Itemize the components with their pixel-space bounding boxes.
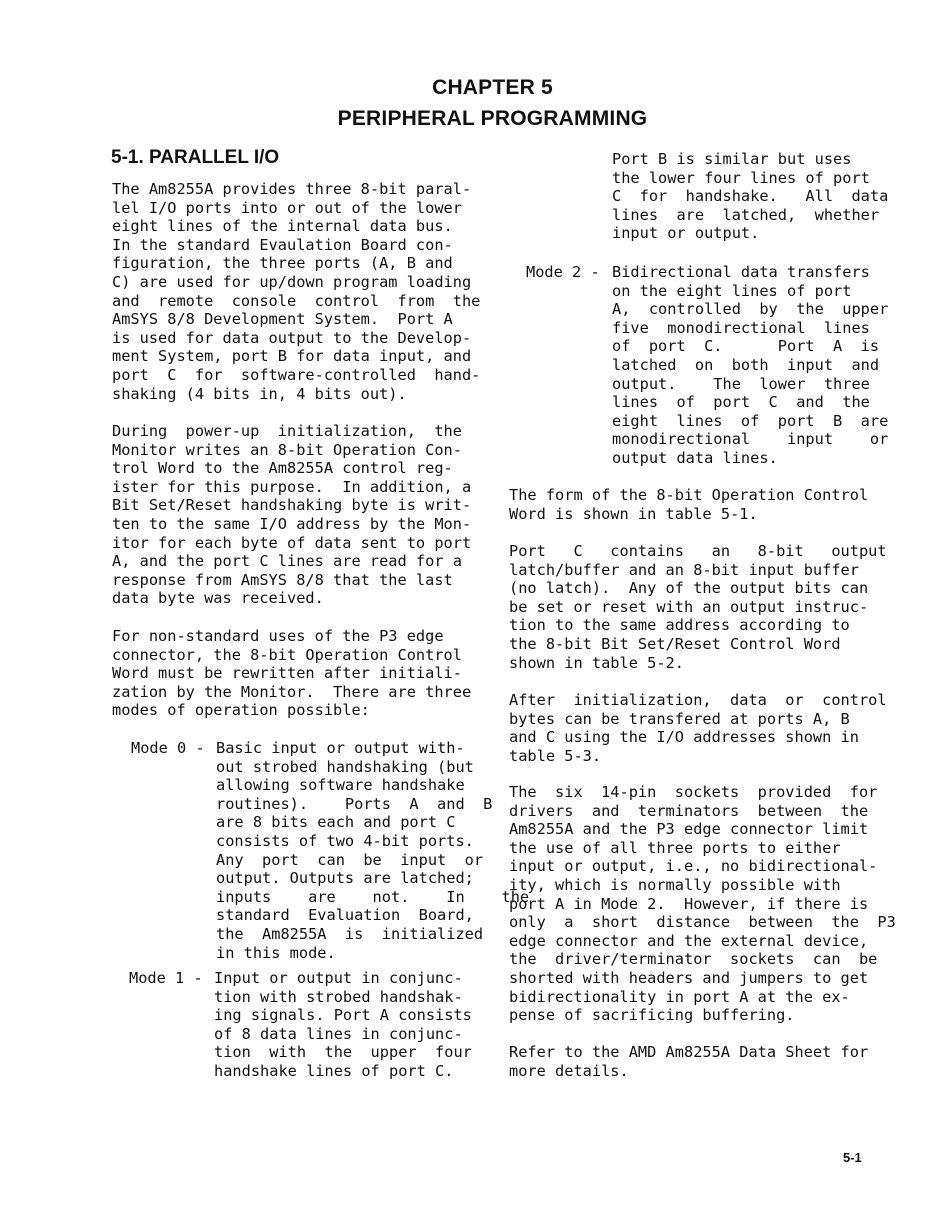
text-line: output. Outputs are latched; — [216, 869, 474, 888]
mode-2-description — [612, 263, 888, 468]
text-line: response from AmSYS 8/8 that the last — [112, 570, 453, 589]
paragraph-non-standard — [112, 627, 471, 720]
text-line: output. The lower three — [612, 374, 870, 393]
text-line: (no latch). Any of the output bits can — [509, 579, 869, 598]
paragraph-control-word-form — [509, 486, 868, 523]
text-line: tion with the upper four — [214, 1043, 472, 1062]
mode-2-label: Mode 2 - — [526, 263, 600, 281]
text-line: figuration, the three ports (A, B and — [112, 254, 453, 273]
text-line: the Am8255A is initialized — [216, 924, 484, 943]
text-line: data byte was received. — [112, 589, 324, 608]
text-line: shown in table 5-2. — [509, 653, 684, 672]
text-line: modes of operation possible: — [112, 701, 370, 720]
text-line: C) are used for up/down program loading — [112, 272, 472, 291]
paragraph-port-c — [509, 542, 887, 672]
text-line: routines). Ports A and B — [216, 794, 493, 813]
text-line: the driver/terminator sockets can be — [509, 950, 878, 969]
text-line: out strobed handshaking (but — [216, 757, 474, 776]
text-line: shaking (4 bits in, 4 bits out). — [112, 384, 407, 403]
text-line: five monodirectional lines — [612, 318, 870, 337]
text-line: table 5-3. — [509, 746, 602, 765]
text-line: Word is shown in table 5-1. — [509, 504, 758, 523]
text-line: ister for this purpose. In addition, a — [112, 477, 472, 496]
text-line: of port C. Port A is — [612, 337, 880, 356]
text-line: trol Word to the Am8255A control reg- — [112, 459, 453, 478]
text-line: Input or output in conjunc- — [214, 969, 463, 987]
text-line: lel I/O ports into or out of the lower — [112, 198, 462, 217]
text-line: the use of all three ports to either — [509, 838, 841, 857]
paragraph-sockets — [509, 783, 896, 1025]
text-line: Basic input or output with- — [216, 739, 465, 757]
text-line: lines are latched, whether — [612, 205, 880, 224]
text-line: more details. — [509, 1061, 629, 1080]
text-line: latched on both input and — [612, 355, 880, 374]
text-line: output data lines. — [612, 448, 778, 467]
text-line: is used for data output to the Develop- — [112, 328, 472, 347]
text-line: handshake lines of port C. — [214, 1061, 454, 1080]
text-line: port C for software-controlled hand- — [112, 365, 481, 384]
text-line: shorted with headers and jumpers to get — [509, 968, 869, 987]
paragraph-power-up — [112, 422, 471, 608]
chapter-title: PERIPHERAL PROGRAMMING — [337, 107, 648, 130]
paragraph-refer — [509, 1043, 868, 1080]
text-line: Word must be rewritten after initiali- — [112, 664, 462, 683]
text-line: edge connector and the external device, — [509, 931, 869, 950]
text-line: itor for each byte of data sent to port — [112, 533, 472, 552]
text-line: inputs are not. In the — [216, 887, 530, 906]
text-line: C for handshake. All data — [612, 187, 889, 206]
paragraph-after-initialization — [509, 691, 887, 765]
paragraph-intro — [112, 180, 480, 403]
text-line: ing signals. Port A consists — [214, 1006, 472, 1025]
mode-1-continued — [612, 150, 888, 243]
text-line: Monitor writes an 8-bit Operation Con- — [112, 440, 462, 459]
text-line: eight lines of port B are — [612, 411, 889, 430]
text-line: eight lines of the internal data bus. — [112, 217, 453, 236]
text-line: Any port can be input or — [216, 850, 484, 869]
text-line: in this mode. — [216, 943, 336, 962]
text-line: A, and the port C lines are read for a — [112, 552, 462, 571]
text-line: connector, the 8-bit Operation Control — [112, 645, 462, 664]
text-line: port A in Mode 2. However, if there is — [509, 894, 869, 913]
section-heading: 5-1. PARALLEL I/O — [111, 147, 280, 168]
text-line: The Am8255A provides three 8-bit paral- — [112, 180, 472, 198]
text-line: bytes can be transfered at ports A, B — [509, 709, 850, 728]
text-line: ten to the same I/O address by the Mon- — [112, 514, 472, 533]
text-line: monodirectional input or — [612, 430, 889, 449]
text-line: Port C contains an 8-bit output — [509, 542, 887, 560]
text-line: input or output, i.e., no bidirectional- — [509, 857, 878, 876]
chapter-number: CHAPTER 5 — [432, 76, 553, 99]
text-line: ment System, port B for data input, and — [112, 347, 472, 366]
page-number: 5-1 — [843, 1150, 862, 1165]
text-line: Am8255A and the P3 edge connector limit — [509, 820, 869, 839]
text-line: the lower four lines of port — [612, 168, 870, 187]
mode-1-description — [214, 969, 472, 1081]
text-line: latch/buffer and an 8-bit input buffer — [509, 560, 859, 579]
text-line: AmSYS 8/8 Development System. Port A — [112, 310, 453, 329]
text-line: the 8-bit Bit Set/Reset Control Word — [509, 634, 841, 653]
mode-0-label: Mode 0 - — [131, 739, 205, 757]
text-line: on the eight lines of port — [612, 281, 852, 300]
text-line: zation by the Monitor. There are three — [112, 682, 472, 701]
mode-1-label: Mode 1 - — [129, 969, 203, 987]
text-line: In the standard Evaulation Board con- — [112, 235, 453, 254]
text-line: A, controlled by the upper — [612, 300, 889, 319]
text-line: are 8 bits each and port C — [216, 813, 456, 832]
text-line: input or output. — [612, 224, 760, 243]
text-line: ity, which is normally possible with — [509, 875, 841, 894]
text-line: and C using the I/O addresses shown in — [509, 728, 859, 747]
text-line: Bidirectional data transfers — [612, 263, 870, 281]
text-line: only a short distance between the P3 — [509, 913, 896, 932]
text-line: lines of port C and the — [612, 393, 870, 412]
text-line: After initialization, data or control — [509, 691, 887, 709]
text-line: tion with strobed handshak- — [214, 987, 463, 1006]
text-line: tion to the same address according to — [509, 616, 850, 635]
text-line: bidirectionality in port A at the ex- — [509, 987, 850, 1006]
text-line: consists of two 4-bit ports. — [216, 831, 474, 850]
text-line: The form of the 8-bit Operation Control — [509, 486, 869, 504]
text-line: Bit Set/Reset handshaking byte is writ- — [112, 496, 472, 515]
text-line: Port B is similar but uses — [612, 150, 852, 168]
text-line: of 8 data lines in conjunc- — [214, 1024, 463, 1043]
text-line: and remote console control from the — [112, 291, 481, 310]
text-line: For non-standard uses of the P3 edge — [112, 627, 444, 645]
text-line: allowing software handshake — [216, 776, 465, 795]
text-line: drivers and terminators between the — [509, 801, 869, 820]
text-line: be set or reset with an output instruc- — [509, 597, 869, 616]
text-line: The six 14-pin sockets provided for — [509, 783, 878, 801]
mode-0-description — [216, 739, 529, 962]
text-line: During power-up initialization, the — [112, 422, 462, 440]
text-line: Refer to the AMD Am8255A Data Sheet for — [509, 1043, 869, 1061]
text-line: pense of sacrificing buffering. — [509, 1006, 795, 1025]
text-line: standard Evaluation Board, — [216, 906, 474, 925]
